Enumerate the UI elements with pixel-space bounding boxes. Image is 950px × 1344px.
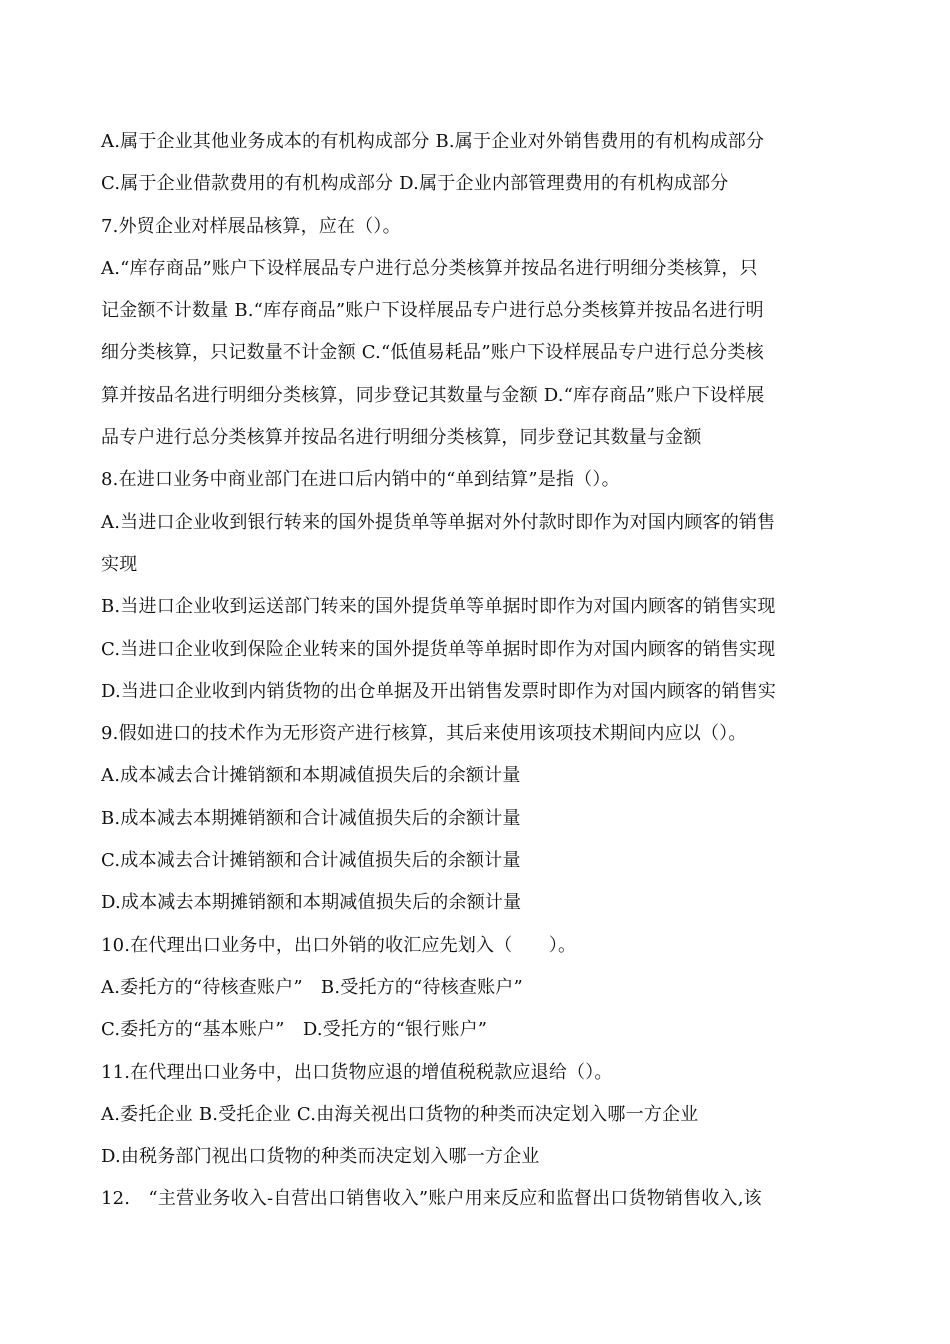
text-line: C.委托方的“基本账户” D.受托方的“银行账户”: [101, 1019, 488, 1041]
question-12: 12. “主营业务收入-自营出口销售收入”账户用来反应和监督出口货物销售收入,该: [101, 1188, 762, 1210]
text-line: A.委托方的“待核查账户” B.受托方的“待核查账户”: [101, 976, 523, 998]
question-7: 7.外贸企业对样展品核算，应在（）。: [101, 215, 401, 237]
text-line: A.成本减去合计摊销额和本期减值损失后的余额计量: [101, 765, 521, 787]
text-line: C.属于企业借款费用的有机构成部分 D.属于企业内部管理费用的有机构成部分: [101, 173, 729, 195]
text-line: 算并按品名进行明细分类核算，同步登记其数量与金额 D.“库存商品”账户下设样展: [101, 384, 765, 406]
text-line: A.属于企业其他业务成本的有机构成部分 B.属于企业对外销售费用的有机构成部分: [101, 131, 765, 152]
text-line: C.成本减去合计摊销额和合计减值损失后的余额计量: [101, 850, 521, 872]
text-line: A.“库存商品”账户下设样展品专户进行总分类核算并按品名进行明细分类核算，只: [101, 257, 758, 279]
text-line: 记金额不计数量 B.“库存商品”账户下设样展品专户进行总分类核算并按品名进行明: [101, 300, 764, 322]
document-body: [101, 121, 821, 1221]
question-10: 10.在代理出口业务中，出口外销的收汇应先划入（ ）。: [101, 934, 577, 956]
text-line: B.成本减去本期摊销额和合计减值损失后的余额计量: [101, 807, 521, 829]
text-line: A.当进口企业收到银行转来的国外提货单等单据对外付款时即作为对国内顾客的销售: [101, 511, 776, 533]
text-line: 细分类核算，只记数量不计金额 C.“低值易耗品”账户下设样展品专户进行总分类核: [101, 342, 764, 364]
text-line: B.当进口企业收到运送部门转来的国外提货单等单据时即作为对国内顾客的销售实现: [101, 596, 776, 618]
text-line: 实现: [101, 553, 138, 575]
text-line: D.成本减去本期摊销额和本期减值损失后的余额计量: [101, 892, 522, 914]
text-line: 品专户进行总分类核算并按品名进行明细分类核算，同步登记其数量与金额: [101, 427, 702, 449]
text-line: D.当进口企业收到内销货物的出仓单据及开出销售发票时即作为对国内顾客的销售实: [101, 680, 777, 702]
question-9: 9.假如进口的技术作为无形资产进行核算，其后来使用该项技术期间内应以（）。: [101, 723, 747, 745]
text-line: A.委托企业 B.受托企业 C.由海关视出口货物的种类而决定划入哪一方企业: [101, 1103, 699, 1125]
text-line: C.当进口企业收到保险企业转来的国外提货单等单据时即作为对国内顾客的销售实现: [101, 638, 776, 660]
question-8: 8.在进口业务中商业部门在进口后内销中的“单到结算”是指（）。: [101, 469, 620, 491]
text-line: D.由税务部门视出口货物的种类而决定划入哪一方企业: [101, 1146, 540, 1168]
question-11: 11.在代理出口业务中，出口货物应退的增值税税款应退给（）。: [101, 1061, 613, 1083]
